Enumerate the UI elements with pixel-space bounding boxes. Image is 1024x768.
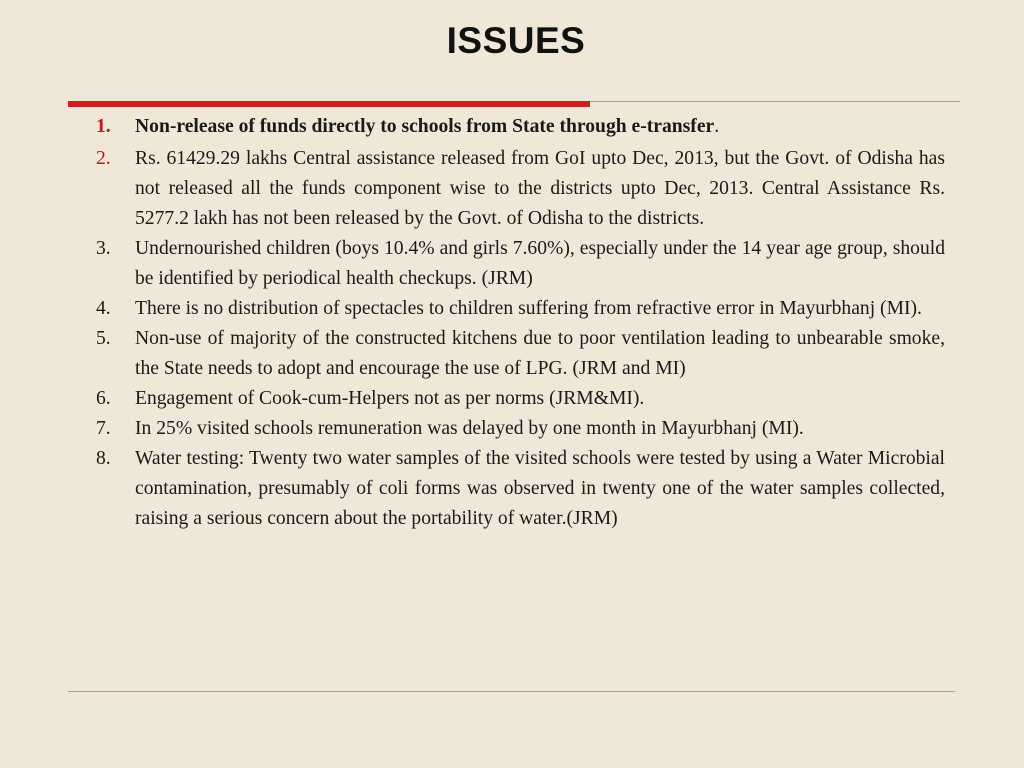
page-title: ISSUES bbox=[446, 20, 586, 61]
title-underline-rule bbox=[590, 101, 960, 102]
list-item bbox=[96, 144, 945, 234]
title-underline-accent bbox=[68, 101, 590, 107]
list-item bbox=[96, 294, 945, 324]
list-item-number: 8. bbox=[96, 448, 111, 469]
list-item-number: 5. bbox=[96, 328, 111, 349]
list-item-text: Engagement of Cook-cum-Helpers not as per norms (JRM&MI). bbox=[135, 388, 645, 409]
list-item-text-suffix: . bbox=[714, 116, 720, 137]
list-item-text: There is no distribution of spectacles to children suffering from refractive error in Mayurbhanj (MI). bbox=[135, 298, 922, 319]
list-item-text: In 25% visited schools remuneration was delayed by one month in Mayurbhanj (MI). bbox=[135, 418, 804, 439]
list-item-text: Water testing: Twenty two water samples of the visited schools were tested by using a Water Microbial contamination, presumably of coli forms was observed in twenty one of the water samples collected, raising a serious concern about the portability of water.(JRM) bbox=[135, 448, 945, 529]
footer-rule bbox=[68, 691, 955, 692]
list-item-text bbox=[135, 112, 945, 142]
list-item bbox=[96, 234, 945, 294]
list-item-text-bold: Non-release of funds directly to schools from State through e-transfer bbox=[135, 116, 715, 137]
list-item-text: Non-use of majority of the constructed kitchens due to poor ventilation leading to unbearable smoke, the State needs to adopt and encourage the use of LPG. (JRM and MI) bbox=[135, 328, 945, 379]
list-item-text: Undernourished children (boys 10.4% and girls 7.60%), especially under the 14 year age group, should be identified by periodical health checkups. (JRM) bbox=[135, 238, 945, 289]
list-item bbox=[96, 324, 945, 384]
list-item-number: 2. bbox=[96, 148, 111, 169]
list-item bbox=[96, 384, 945, 414]
list-item-number: 6. bbox=[96, 388, 111, 409]
list-item-text: Rs. 61429.29 lakhs Central assistance released from GoI upto Dec, 2013, but the Govt. of Odisha has not released all the funds component wise to the districts upto Dec, 2013. Central Assistance Rs. 5277.2 lakh has not been released by the Govt. of Odisha to the districts. bbox=[135, 148, 945, 229]
list-item bbox=[96, 444, 945, 534]
list-item bbox=[96, 112, 945, 142]
list-item-number: 1. bbox=[96, 116, 111, 137]
list-item-number: 4. bbox=[96, 298, 111, 319]
list-item-number: 7. bbox=[96, 418, 111, 439]
list-item bbox=[96, 414, 945, 444]
list-item-number: 3. bbox=[96, 238, 111, 259]
issues-list bbox=[96, 112, 945, 534]
